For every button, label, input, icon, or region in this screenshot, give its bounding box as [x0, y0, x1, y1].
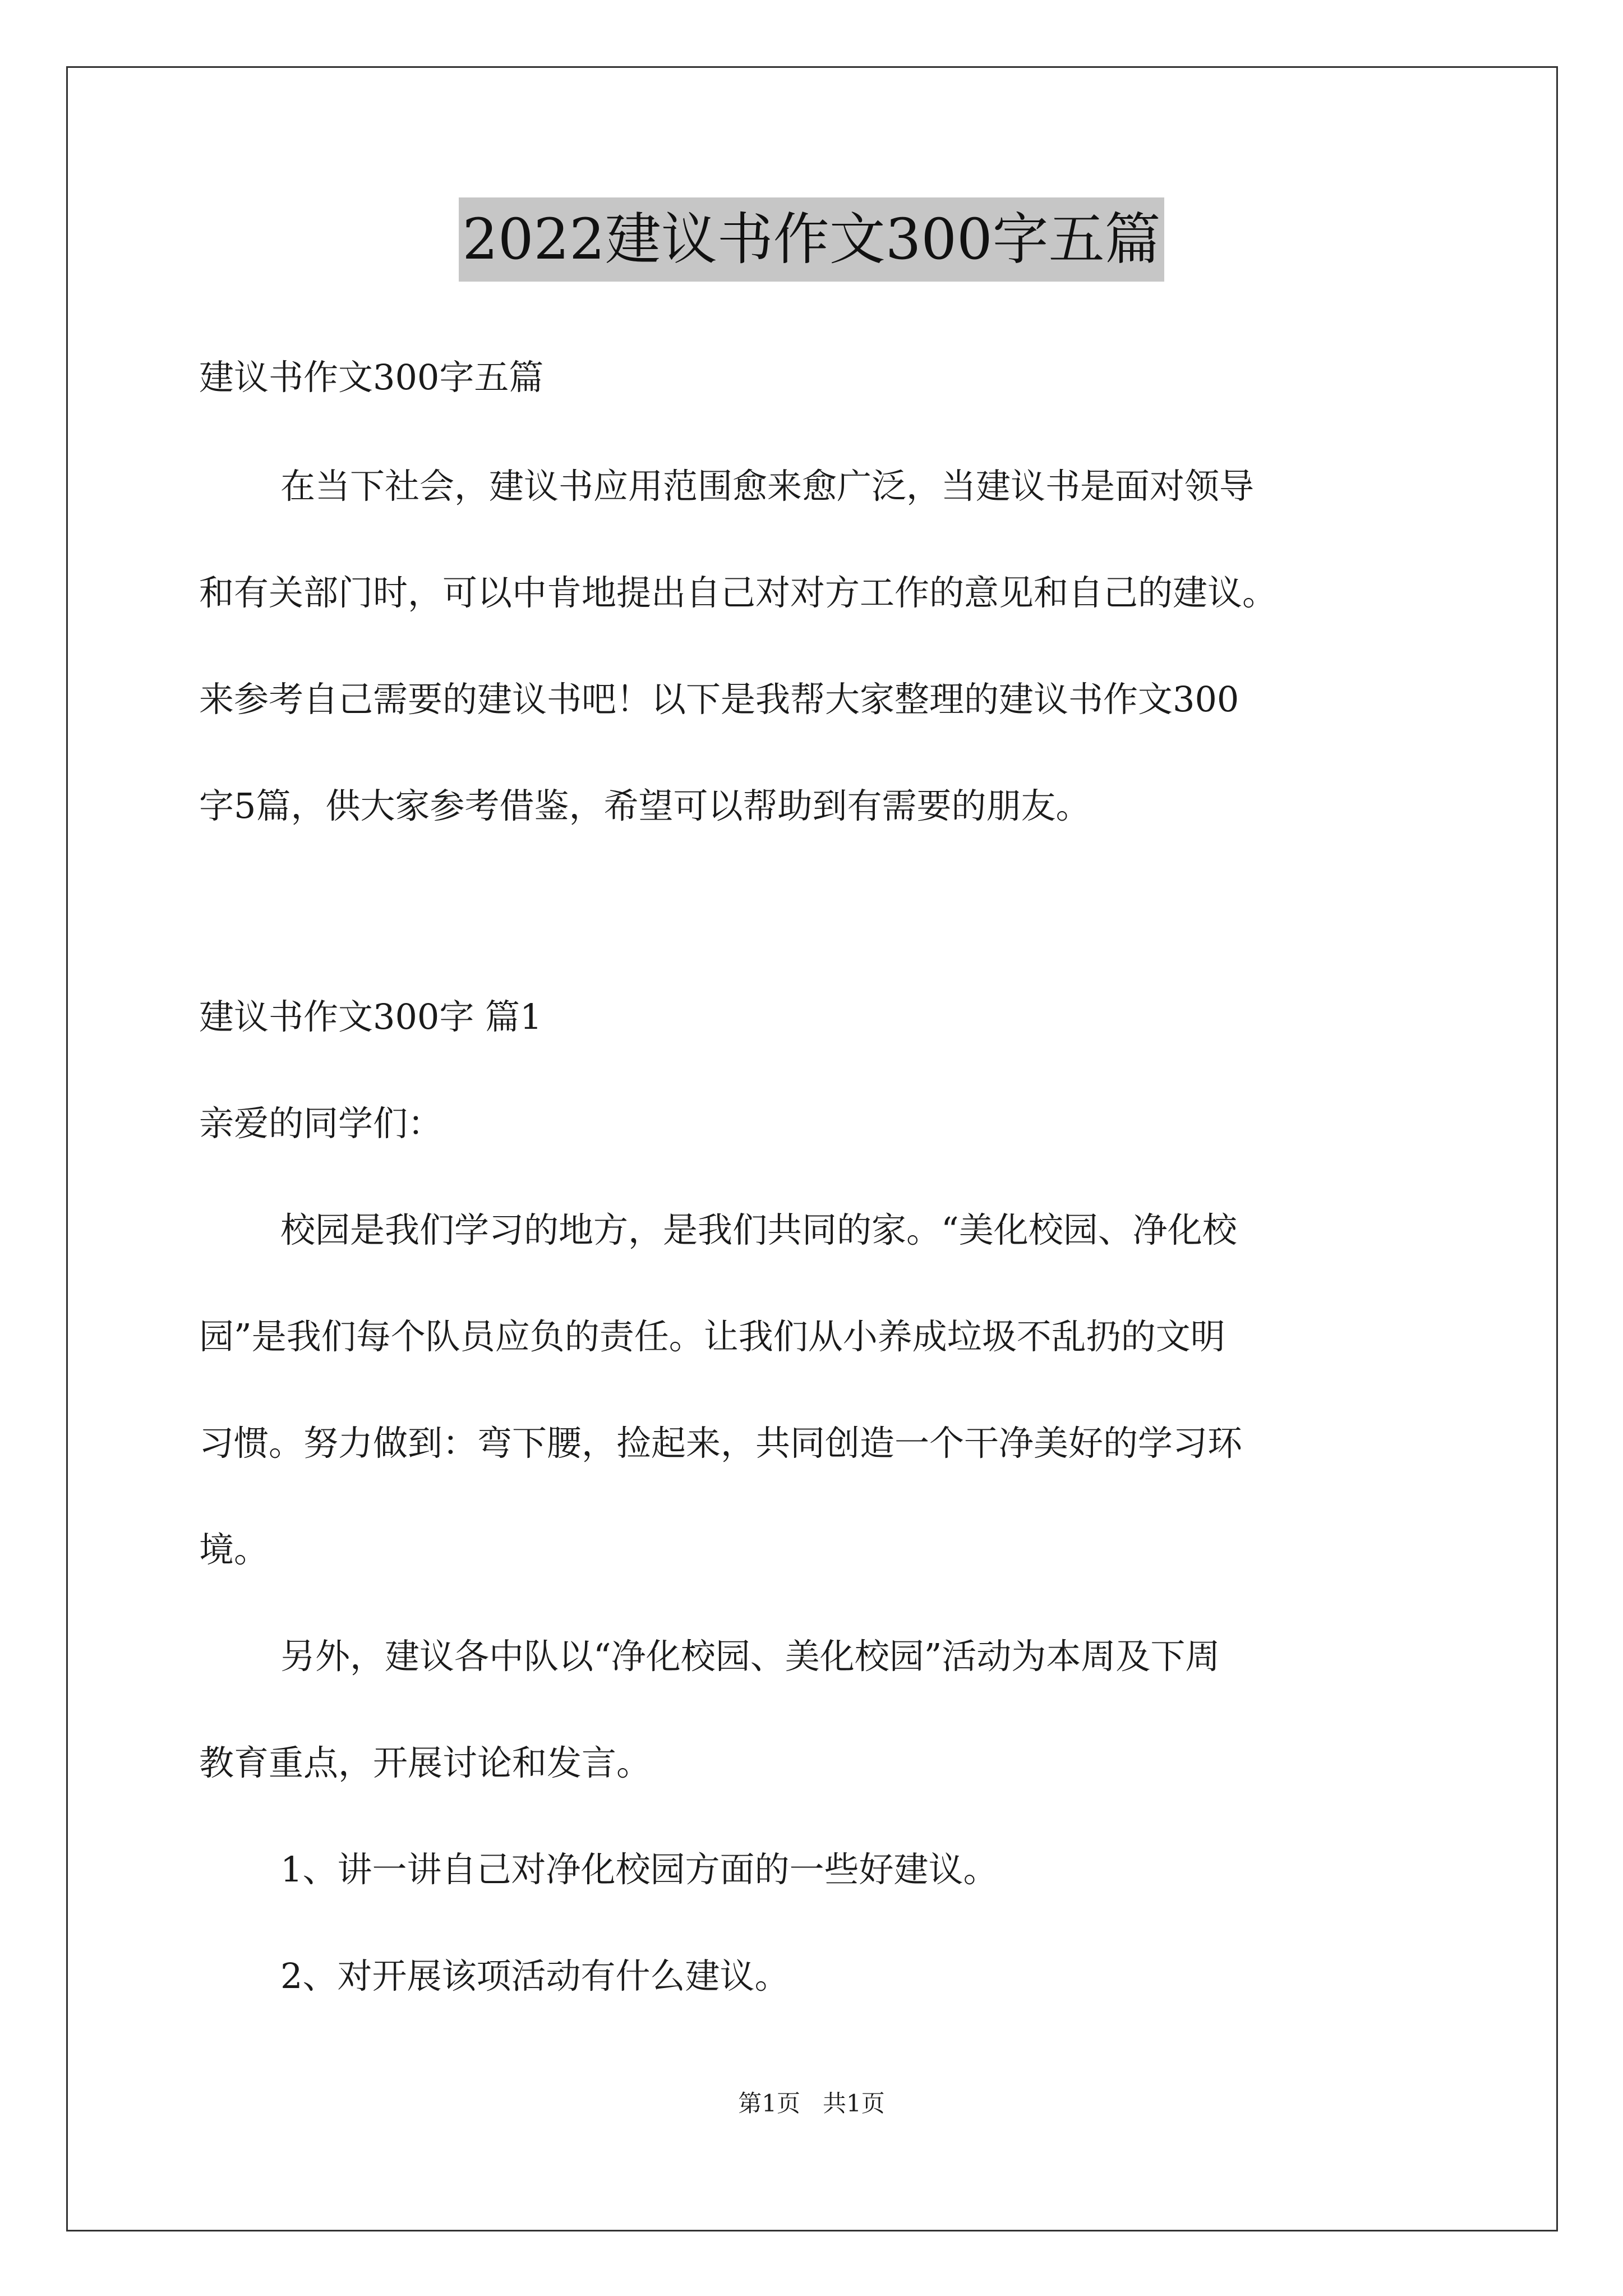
- page-footer: 第1页 共1页: [738, 2090, 885, 2117]
- intro-line-2: 和有关部门时，可以中肯地提出自己对对方工作的意见和自己的建议。: [199, 572, 1278, 613]
- document-title: 2022建议书作文300字五篇: [459, 197, 1164, 282]
- paragraph-1-line-1: 校园是我们学习的地方，是我们共同的家。“美化校园、净化校: [280, 1209, 1237, 1250]
- document-subtitle: 建议书作文300字五篇: [199, 357, 544, 398]
- list-item-2: 2、对开展该项活动有什么建议。: [280, 1955, 790, 1996]
- paragraph-1-line-4: 境。: [199, 1529, 269, 1570]
- greeting: 亲爱的同学们：: [199, 1103, 443, 1144]
- paragraph-2-line-2: 教育重点，开展讨论和发言。: [199, 1742, 652, 1783]
- section-heading: 建议书作文300字 篇1: [199, 996, 542, 1037]
- paragraph-1-line-3: 习惯。努力做到：弯下腰，捡起来，共同创造一个干净美好的学习环: [199, 1423, 1243, 1464]
- intro-line-1: 在当下社会，建议书应用范围愈来愈广泛，当建议书是面对领导: [280, 466, 1255, 507]
- intro-line-4: 字5篇，供大家参考借鉴，希望可以帮助到有需要的朋友。: [199, 785, 1091, 826]
- title-wrap: [0, 197, 1623, 282]
- paragraph-2-line-1: 另外，建议各中队以“净化校园、美化校园”活动为本周及下周: [280, 1636, 1220, 1677]
- list-item-1: 1、讲一讲自己对净化校园方面的一些好建议。: [280, 1849, 998, 1890]
- paragraph-1-line-2: 园”是我们每个队员应负的责任。让我们从小养成垃圾不乱扔的文明: [199, 1316, 1225, 1357]
- intro-line-3: 来参考自己需要的建议书吧！以下是我帮大家整理的建议书作文300: [199, 679, 1239, 720]
